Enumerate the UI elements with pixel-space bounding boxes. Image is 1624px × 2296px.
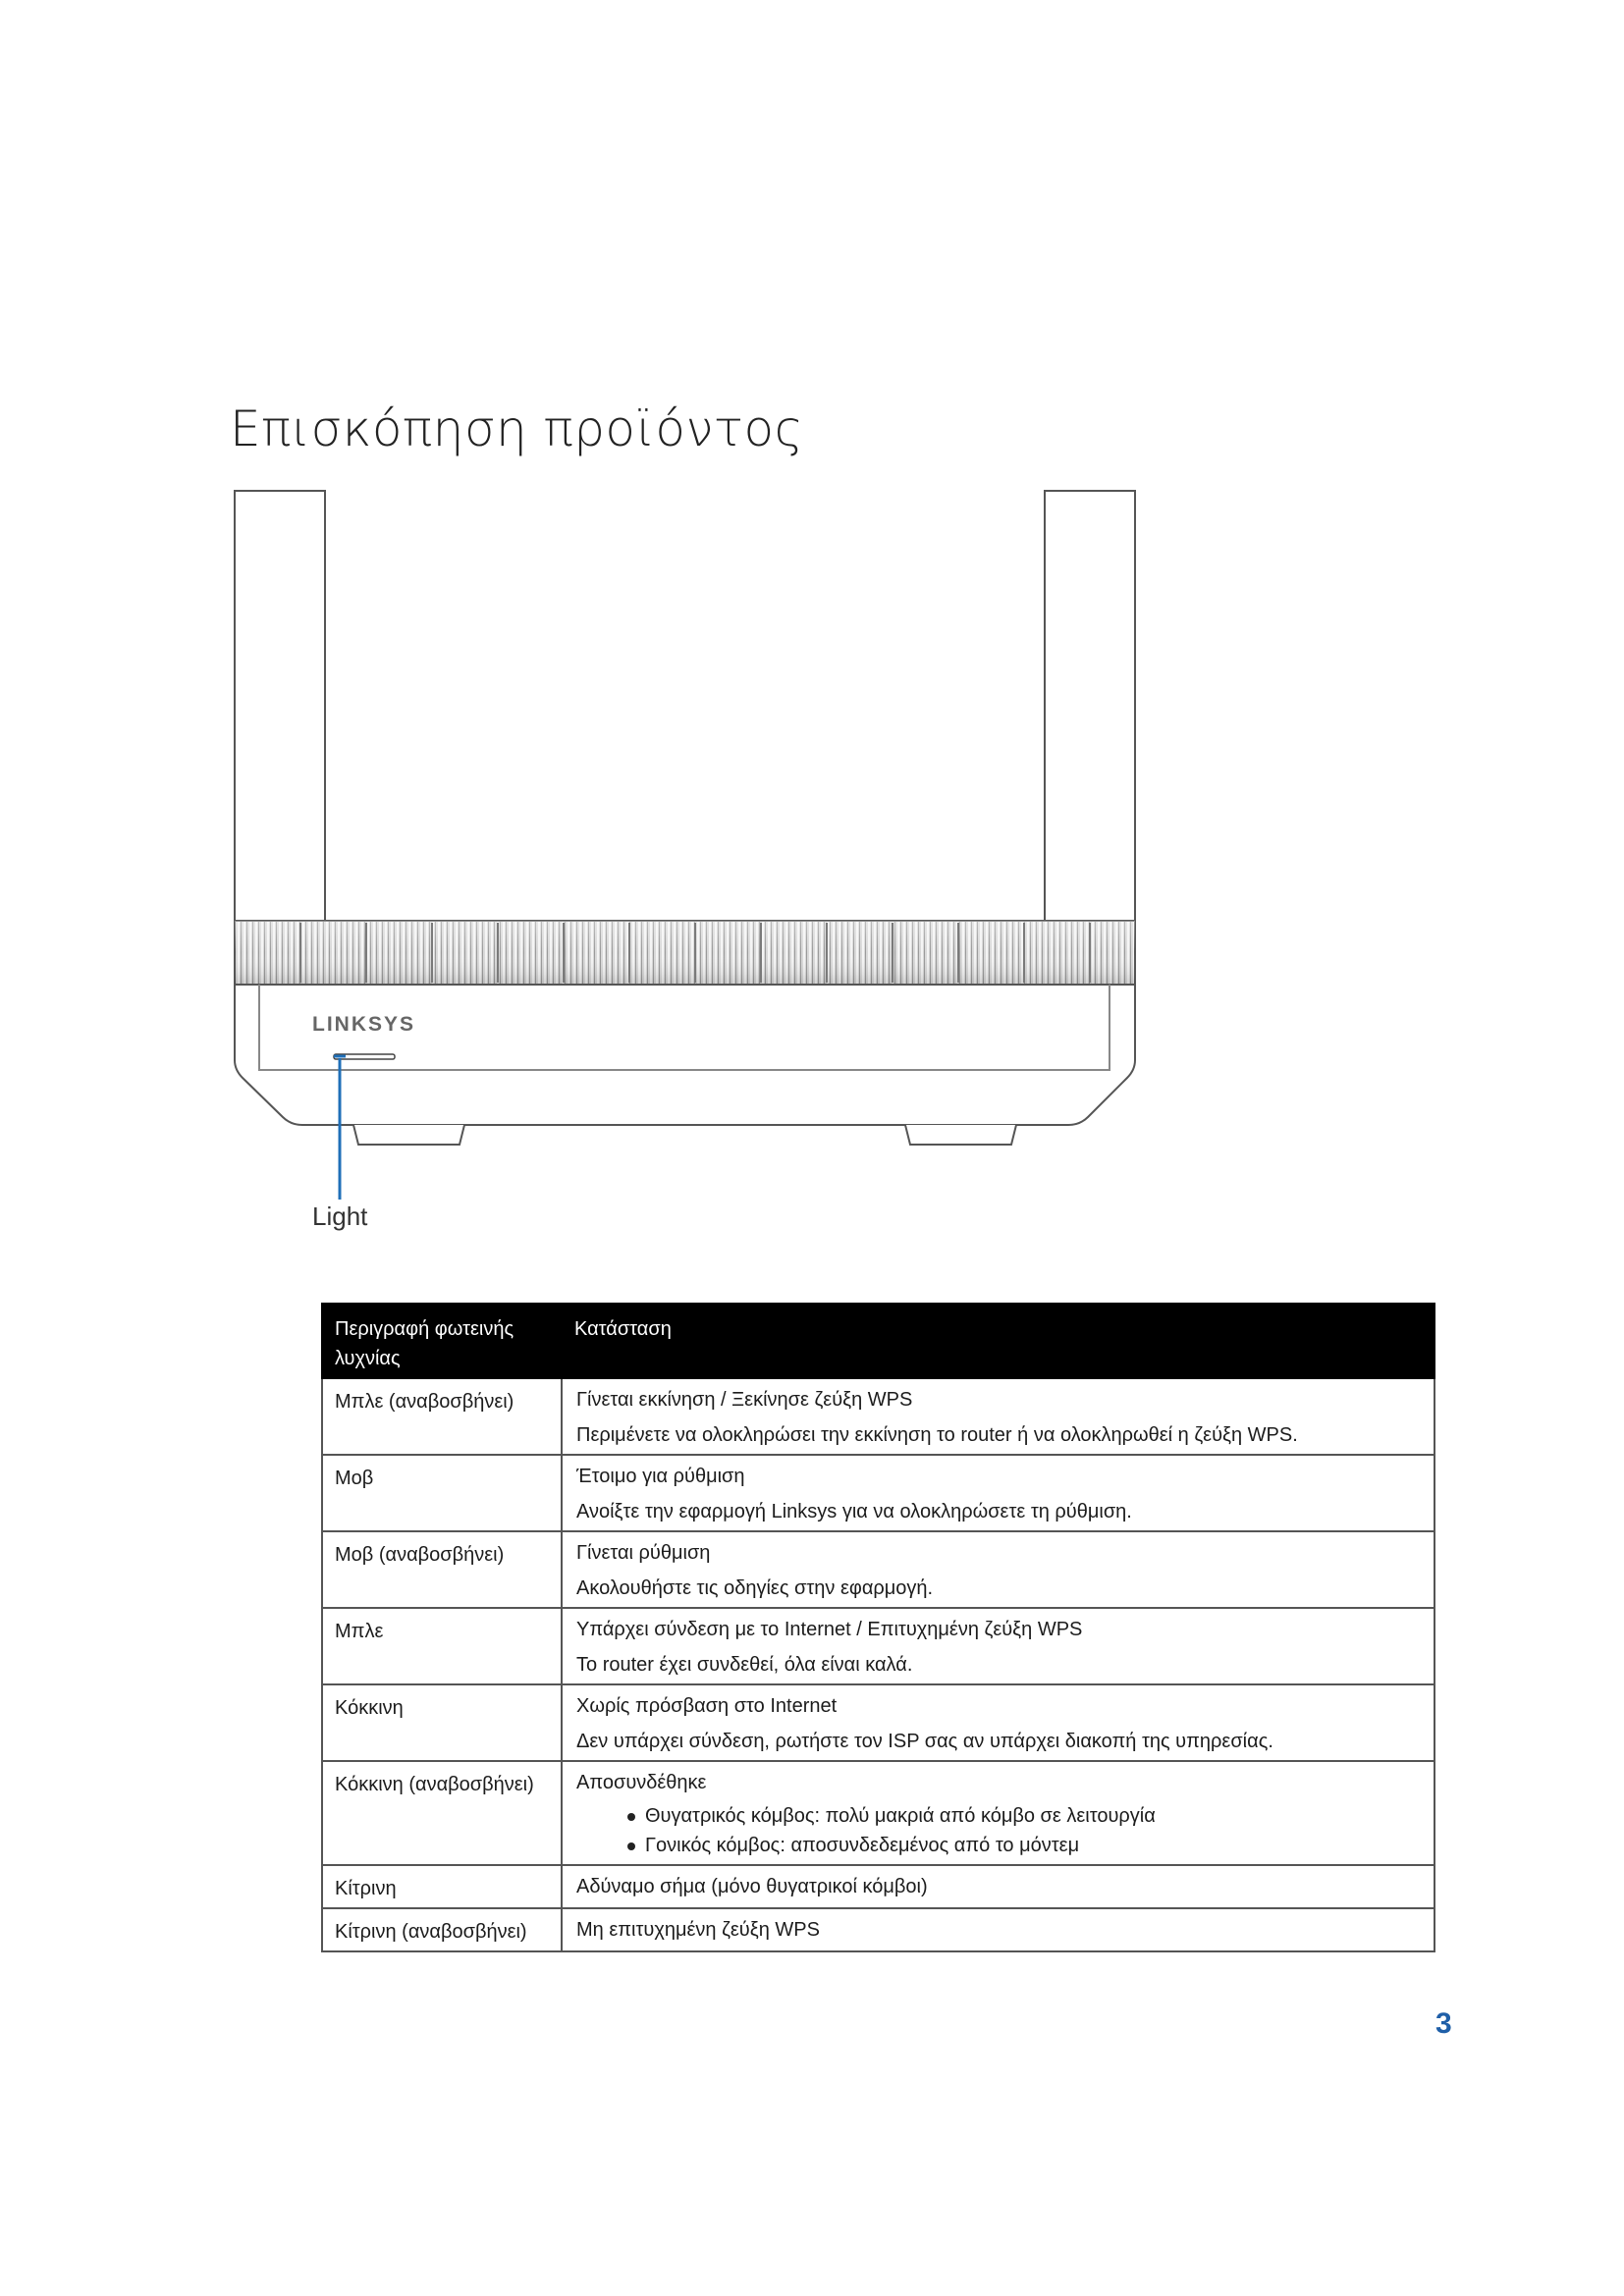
light-description: Κόκκινη <box>322 1684 562 1761</box>
router-drawing <box>226 481 1149 1247</box>
light-description: Κόκκινη (αναβοσβήνει) <box>322 1761 562 1865</box>
list-item <box>576 1831 1420 1860</box>
status-detail: Το router έχει συνδεθεί, όλα είναι καλά. <box>576 1654 913 1676</box>
status-text: Υπάρχει σύνδεση με το Internet / Επιτυχημένη ζεύξη WPS <box>576 1619 1083 1640</box>
router-illustration <box>226 481 1149 1247</box>
left-antenna <box>235 491 325 921</box>
status-cell <box>562 1455 1435 1531</box>
page-number: 3 <box>1435 2007 1452 2040</box>
status-text: Χωρίς πρόσβαση στο Internet <box>576 1695 838 1717</box>
status-detail: Περιμένετε να ολοκληρώσει την εκκίνηση το router ή να ολοκληρωθεί η ζεύξη WPS. <box>576 1424 1298 1446</box>
table-row <box>322 1531 1435 1608</box>
light-description: Μπλε (αναβοσβήνει) <box>322 1378 562 1455</box>
light-description: Κίτρινη <box>322 1865 562 1908</box>
right-foot <box>905 1125 1016 1145</box>
status-text: Αποσυνδέθηκε <box>576 1772 707 1793</box>
status-detail: Ακολουθήστε τις οδηγίες στην εφαρμογή. <box>576 1577 934 1599</box>
table-row <box>322 1761 1435 1865</box>
right-antenna <box>1045 491 1135 921</box>
list-item <box>576 1801 1420 1831</box>
status-cell <box>562 1761 1435 1865</box>
bullet-icon <box>627 1813 635 1821</box>
left-foot <box>353 1125 464 1145</box>
linksys-logo: LINKSYS <box>312 1013 416 1036</box>
status-text: Έτοιμο για ρύθμιση <box>576 1466 745 1487</box>
table-row <box>322 1684 1435 1761</box>
table-row <box>322 1908 1435 1951</box>
status-text: Γίνεται ρύθμιση <box>576 1542 711 1564</box>
status-cell <box>562 1908 1435 1951</box>
status-cell <box>562 1531 1435 1608</box>
status-bullet-list <box>576 1801 1420 1860</box>
table-row <box>322 1455 1435 1531</box>
led-status-table <box>321 1303 1435 1952</box>
table-row <box>322 1378 1435 1455</box>
light-description: Μοβ <box>322 1455 562 1531</box>
header-status: Κατάσταση <box>562 1304 1435 1378</box>
page-title: Επισκόπηση προϊόντος <box>230 400 804 457</box>
table-row <box>322 1865 1435 1908</box>
bullet-icon <box>627 1842 635 1850</box>
status-text: Γίνεται εκκίνηση / Ξεκίνησε ζεύξη WPS <box>576 1389 913 1411</box>
status-text: Μη επιτυχημένη ζεύξη WPS <box>576 1919 820 1941</box>
light-description: Μοβ (αναβοσβήνει) <box>322 1531 562 1608</box>
status-cell <box>562 1378 1435 1455</box>
light-description: Κίτρινη (αναβοσβήνει) <box>322 1908 562 1951</box>
status-cell <box>562 1608 1435 1684</box>
status-detail: Δεν υπάρχει σύνδεση, ρωτήστε τον ISP σας αν υπάρχει διακοπή της υπηρεσίας. <box>576 1731 1273 1752</box>
status-detail: Ανοίξτε την εφαρμογή Linksys για να ολοκληρώσετε τη ρύθμιση. <box>576 1501 1132 1522</box>
light-description: Μπλε <box>322 1608 562 1684</box>
light-callout-label: Light <box>312 1201 368 1231</box>
status-cell <box>562 1684 1435 1761</box>
table-row <box>322 1608 1435 1684</box>
status-text: Αδύναμο σήμα (μόνο θυγατρικοί κόμβοι) <box>576 1876 928 1897</box>
status-cell <box>562 1865 1435 1908</box>
bullet-text: Θυγατρικός κόμβος: πολύ μακριά από κόμβο σε λειτουργία <box>645 1805 1156 1827</box>
bullet-text: Γονικός κόμβος: αποσυνδεδεμένος από το μόντεμ <box>645 1835 1080 1856</box>
header-light-description: Περιγραφή φωτεινής λυχνίας <box>322 1304 562 1378</box>
table-header-row <box>322 1304 1435 1378</box>
